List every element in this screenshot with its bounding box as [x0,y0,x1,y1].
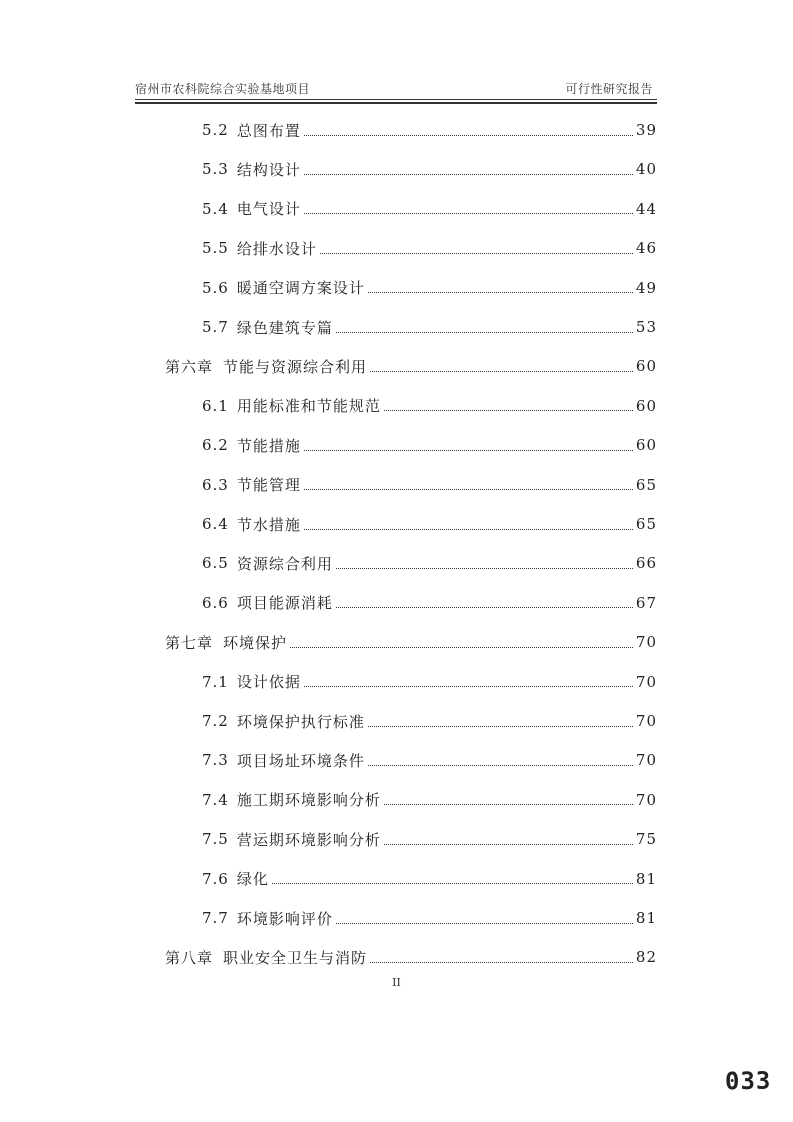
toc-entry-number: 6.2 [202,436,229,455]
toc-entry-number: 5.3 [202,160,229,179]
toc-entry-title: 项目能源消耗 [236,594,333,613]
toc-entry-title: 绿色建筑专篇 [236,318,333,337]
toc-entry-page: 75 [635,830,657,849]
toc-entry-number: 第七章 [165,633,214,652]
toc-dot-leader [370,962,633,963]
toc-section-entry [202,905,657,931]
toc-dot-leader [336,568,633,569]
toc-entry-number: 7.1 [202,672,229,691]
toc-dot-leader [368,765,633,766]
toc-dot-leader [336,607,633,608]
toc-dot-leader [304,686,633,687]
toc-chapter-entry [165,353,657,379]
toc-dot-leader [336,923,633,924]
toc-section-entry [202,196,657,222]
toc-entry-title: 节能措施 [236,436,301,455]
toc-section-entry [202,275,657,301]
toc-entry-page: 70 [635,633,657,652]
toc-dot-leader [370,371,633,372]
toc-entry-page: 81 [635,909,657,927]
toc-entry-number: 5.5 [202,239,229,258]
toc-section-entry [202,826,657,852]
toc-entry-title: 节能管理 [236,476,301,495]
toc-dot-leader [290,647,633,648]
toc-dot-leader [368,726,633,727]
toc-dot-leader [304,135,633,136]
toc-entry-title: 营运期环境影响分析 [236,830,381,849]
toc-dot-leader [304,213,633,214]
toc-entry-page: 60 [635,436,657,455]
toc-dot-leader [272,883,633,884]
toc-entry-title: 职业安全卫生与消防 [223,948,368,967]
toc-section-entry [202,511,657,537]
toc-entry-title: 项目场址环境条件 [236,751,365,770]
toc-entry-title: 环境保护 [223,633,288,652]
toc-entry-page: 81 [635,869,657,888]
toc-entry-page: 82 [635,948,657,967]
stamp-sheet-number: 033 [724,1066,772,1096]
toc-entry-page: 46 [635,239,657,258]
toc-entry-number: 6.5 [202,554,229,573]
toc-entry-title: 施工期环境影响分析 [236,791,381,810]
toc-dot-leader [336,332,633,333]
toc-chapter-entry [165,944,657,970]
toc-section-entry [202,156,657,182]
toc-section-entry [202,669,657,695]
toc-entry-number: 6.4 [202,515,229,533]
toc-entry-number: 5.6 [202,278,229,297]
toc-section-entry [202,590,657,616]
toc-entry-page: 49 [635,278,657,297]
toc-entry-page: 40 [635,160,657,179]
toc-entry-number: 7.7 [202,909,229,927]
toc-entry-title: 用能标准和节能规范 [236,397,381,416]
toc-section-entry [202,393,657,419]
toc-entry-title: 节水措施 [236,515,301,534]
toc-dot-leader [304,529,633,530]
toc-dot-leader [384,844,633,845]
toc-entry-title: 绿化 [236,870,269,889]
toc-entry-page: 70 [635,790,657,809]
toc-entry-number: 5.4 [202,199,229,218]
toc-entry-number: 7.2 [202,712,229,730]
toc-entry-number: 7.4 [202,790,229,809]
header-rule [135,99,657,100]
toc-entry-title: 暖通空调方案设计 [236,279,365,298]
toc-entry-page: 60 [635,357,657,376]
toc-section-entry [202,787,657,813]
toc-entry-page: 60 [635,396,657,415]
toc-entry-title: 总图布置 [236,121,301,140]
toc-entry-title: 节能与资源综合利用 [223,357,368,376]
toc-dot-leader [320,253,633,254]
toc-dot-leader [304,450,633,451]
toc-dot-leader [304,489,633,490]
toc-dot-leader [304,174,633,175]
toc-section-entry [202,747,657,773]
header-report-type: 可行性研究报告 [565,82,653,96]
toc-entry-number: 7.5 [202,830,229,849]
toc-entry-number: 第八章 [165,948,214,967]
toc-section-entry [202,235,657,261]
toc-entry-page: 70 [635,672,657,691]
toc-entry-title: 结构设计 [236,160,301,179]
toc-entry-title: 环境保护执行标准 [236,712,365,731]
toc-entry-number: 7.6 [202,869,229,888]
toc-entry-title: 资源综合利用 [236,554,333,573]
header-rule-thick [135,102,657,104]
toc-entry-page: 44 [635,199,657,218]
toc-section-entry [202,432,657,458]
header-project-title: 宿州市农科院综合实验基地项目 [135,82,311,96]
toc-section-entry [202,866,657,892]
toc-entry-number: 6.1 [202,396,229,415]
toc-entry-page: 65 [635,475,657,494]
toc-entry-page: 39 [635,121,657,139]
toc-dot-leader [384,804,633,805]
toc-entry-page: 70 [635,751,657,770]
toc-entry-page: 67 [635,593,657,612]
toc-entry-page: 53 [635,318,657,336]
toc-entry-number: 7.3 [202,751,229,770]
toc-section-entry [202,550,657,576]
toc-entry-page: 65 [635,515,657,533]
toc-entry-number: 5.2 [202,121,229,139]
toc-dot-leader [368,292,633,293]
toc-entry-page: 70 [635,712,657,730]
footer-page-number: II [392,976,401,989]
toc-entry-title: 给排水设计 [236,239,317,258]
toc-entry-number: 6.6 [202,593,229,612]
toc-entry-page: 66 [635,554,657,573]
toc-section-entry [202,314,657,340]
toc-entry-number: 5.7 [202,318,229,336]
toc-entry-title: 设计依据 [236,673,301,692]
toc-chapter-entry [165,629,657,655]
toc-entry-title: 电气设计 [236,200,301,219]
toc-section-entry [202,708,657,734]
toc-section-entry [202,472,657,498]
toc-entry-number: 第六章 [165,357,214,376]
toc-section-entry [202,117,657,143]
toc-entry-title: 环境影响评价 [236,909,333,928]
toc-dot-leader [384,410,633,411]
toc-entry-number: 6.3 [202,475,229,494]
